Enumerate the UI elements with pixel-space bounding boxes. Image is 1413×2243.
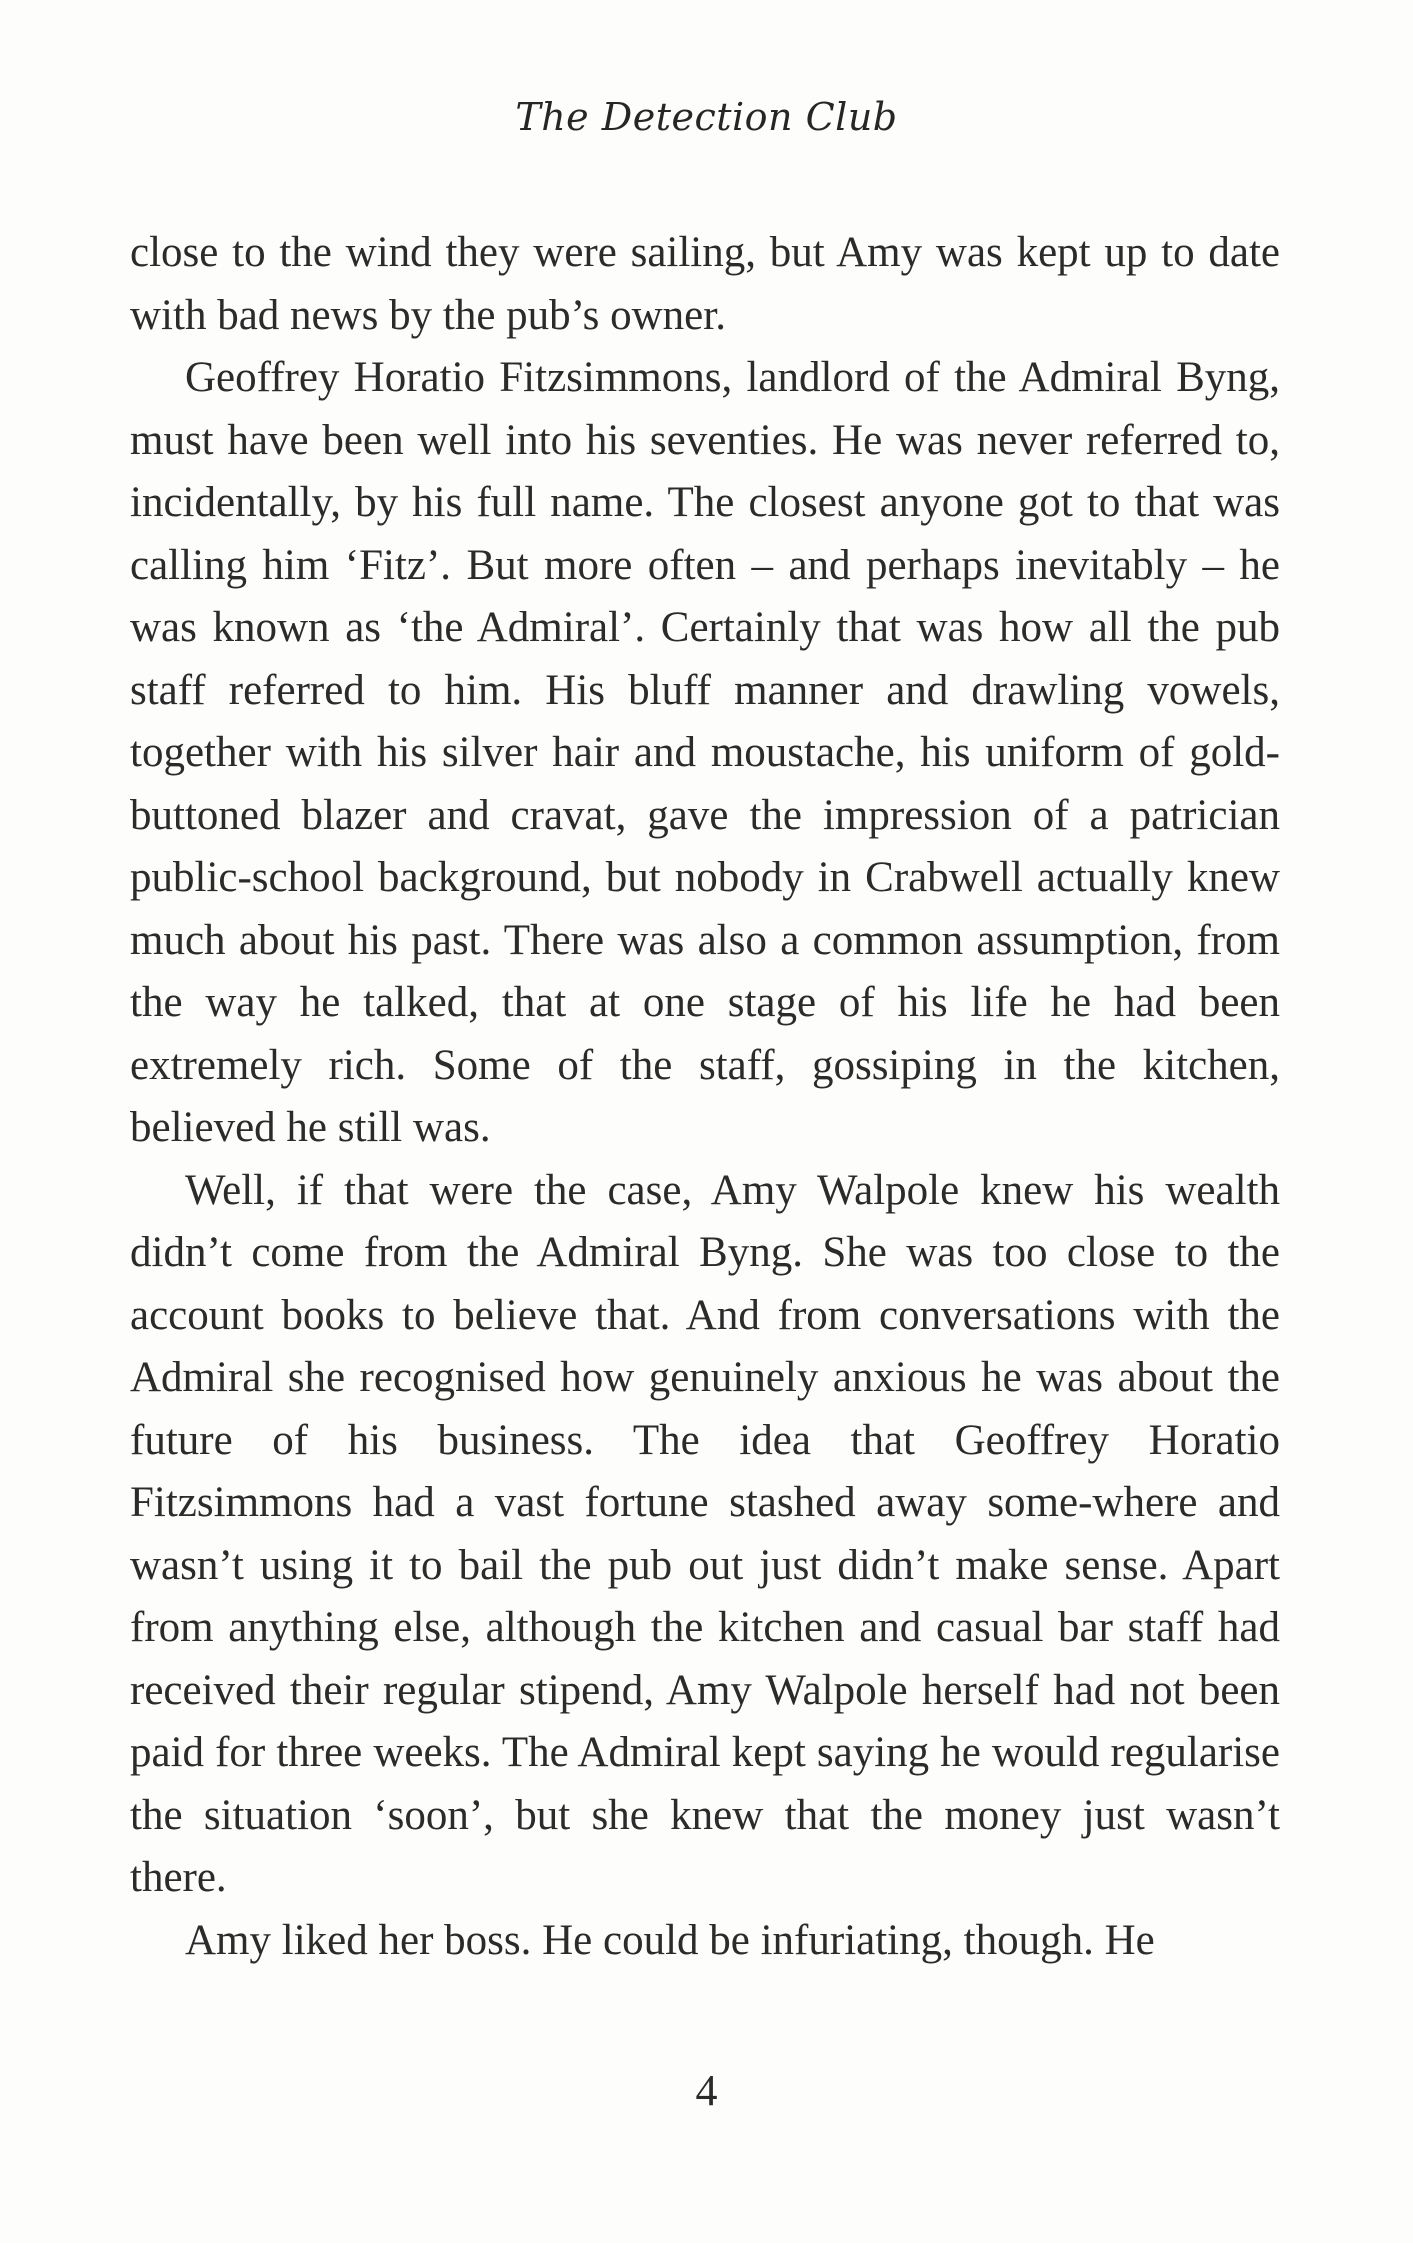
paragraph-boss: Amy liked her boss. He could be infuriating, though. He (185, 1916, 1155, 1964)
paragraph-wealth: Well, if that were the case, Amy Walpole knew his wealth didn’t come from the Admiral Byng. She was too close to the account books to believe that. And from conversations with the Admiral she recognised how genuinely anxious he was about the future of his business. The idea that Geoffrey Horatio Fitzsimmons had a vast fortune stashed away some-where and wasn’t using it to bail the pub out just didn’t make sense. Apart from anything else, although the kitchen and casual bar staff had received their regular stipend, Amy Walpole herself had not been paid for three weeks. The Admiral kept saying he would regularise the situation ‘soon’, but she knew that the money just wasn’t there. (130, 1166, 1280, 1901)
running-head-title: The Detection Club (515, 95, 898, 139)
body-text (130, 222, 1280, 1972)
paragraph-continued: close to the wind they were sailing, but Amy was kept up to date with bad news by the pub’s owner. (130, 229, 1280, 339)
paragraph-landlord: Geoffrey Horatio Fitzsimmons, landlord of the Admiral Byng, must have been well into his seventies. He was never referred to, incidentally, by his full name. The closest anyone got to that was calling him ‘Fitz’. But more often – and perhaps inevitably – he was known as ‘the Admiral’. Certainly that was how all the pub staff referred to him. His bluff manner and drawling vowels, together with his silver hair and moustache, his uniform of gold-buttoned blazer and cravat, gave the impression of a patrician public-school background, but nobody in Crabwell actually knew much about his past. There was also a common assumption, from the way he talked, that at one stage of his life he had been extremely rich. Some of the staff, gossiping in the kitchen, believed he still was. (130, 354, 1280, 1151)
page-number: 4 (695, 2066, 718, 2115)
